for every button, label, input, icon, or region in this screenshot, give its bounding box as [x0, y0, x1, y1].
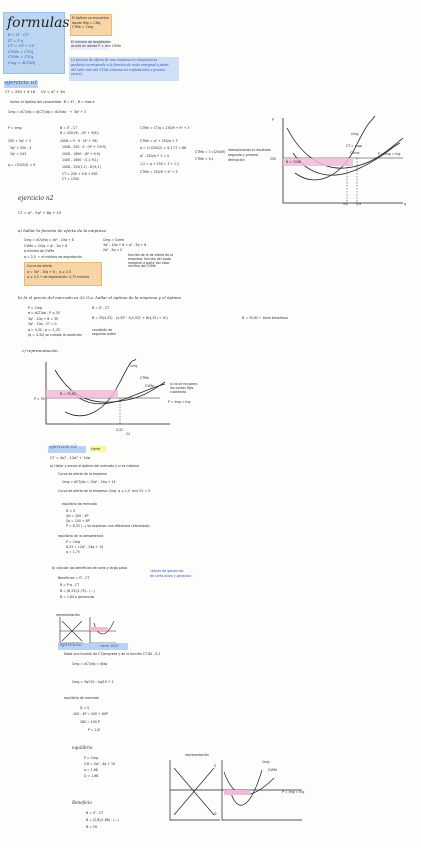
ex2-a-note-line: función de la de oferta de la [128, 253, 174, 257]
ex2-a-side-line: 2q² - 5q = 0 [103, 247, 123, 252]
graph4-benefit-area [224, 790, 250, 795]
ex3-line: Qs = 100 + 8P [66, 519, 90, 523]
ex3-line: Cmg = dCT/dq = 12q² - 24q + 14 [62, 480, 116, 484]
formula-line: CVMe = CV/q [8, 55, 34, 60]
graph2-cmg-curve [65, 359, 136, 416]
graph2-label: 4,32 [116, 428, 124, 432]
ex4-eq-line: Q = 1,68 [84, 774, 99, 778]
ex2-b-title: b) Si el precio del mercado es 35 G.a. hallar el óptimo de la empresa y el óptimo [18, 295, 182, 300]
ex4-eq-line: 2,8 = 3q² - 4q + 10 [84, 762, 116, 766]
ex2-a-note-line: mínimo del CVMe [128, 264, 156, 269]
ex1-line: segunda y primera [228, 153, 259, 157]
ex3-line: equilibrio de la competencia [58, 534, 104, 538]
ex4-ben-title: Beneficio [72, 800, 92, 805]
ex2-b-note-line: segundo orden [92, 332, 116, 336]
ex3-a-title: a) Hallar y precio el óptimo del mercado y si es máximo [50, 464, 140, 468]
ex4-ben-line: B = 29 [86, 825, 97, 829]
ex2-b-result-line: B = IT - CT [92, 306, 110, 310]
graph2-label: CTMe [140, 376, 149, 380]
graph2-label: CVMe [145, 384, 155, 388]
graph1-label: P [272, 118, 274, 122]
graph4-label: D [214, 812, 217, 816]
ex4-label: ejercicio [60, 642, 82, 648]
ex2-b-line: (q = 4,32) se cumple la condición [28, 333, 82, 337]
graph2-benefit-area [46, 390, 118, 398]
graph3-benefit-area [90, 627, 108, 631]
note-line: El óptimo se encuentra [72, 16, 109, 20]
graph2-label: 24 [126, 432, 131, 436]
graph1-label: P = Img = Ing [378, 152, 401, 156]
ex1-line: 1400 - 1600 · (1,1·9,1) [62, 158, 99, 162]
ex2-label: ejercicio n2 [18, 195, 54, 202]
ex4-ben-line: B = IT - CT [86, 811, 104, 815]
note-line: perfecta corresponde a la función de costo marginal a partir [71, 62, 169, 67]
ex4-eq-line: P = Cmg [84, 756, 98, 760]
ex3-line: Curva de oferta de la empresa [58, 472, 107, 476]
ex3-line: Beneficios = IT - CT [58, 576, 90, 580]
ex3-label: ejercicio n3 [50, 445, 77, 450]
ex2-b-line: 3q² - 10q - 27 = 0 [28, 322, 57, 327]
ex4-tag: cierre 2023 [100, 644, 119, 648]
ex2-b-result-line: B = 35,62 ← tiene beneficios [242, 316, 289, 320]
ex1-line: Cmg = dCT/dq = d(CT)/dq = dCV/dq → 3q² + 3 [8, 110, 86, 114]
ex2-b-line: P = Cmg [28, 306, 42, 310]
ex1-line: CTMe = q² + 250/q + 3 [140, 139, 178, 143]
note-line: La función de oferta de una empresa en competencia [71, 58, 158, 62]
graph2-label: Cmg [130, 364, 138, 368]
ex1-line: B = 250·(9) - (9³ + 3(9)) [60, 131, 99, 135]
graph2-label: los costos fijos [170, 386, 194, 390]
graph2-label: P = Img = Ing [168, 400, 191, 404]
ex1-line: q = 2√(250/2) = 9,1 CT = 88 [140, 146, 187, 150]
curva-line: Curva de oferta [27, 264, 52, 268]
ex2-given: CT = q³ - 5q² + 8q + 10 [18, 211, 62, 215]
ex3-tag: cierre [91, 447, 101, 451]
ex3-line: equilibrio de mercado [62, 502, 97, 506]
ex4-line: P = 2,8 [88, 728, 100, 732]
ex3-line: Curva de oferta de la empresa: Cmg q ≥ 1,5 min CV = 5 [58, 489, 151, 493]
graph1-label: 9,6 [343, 202, 349, 206]
page-title: formulas [7, 15, 70, 31]
ex4-eq-line: q = 1,68 [84, 768, 98, 772]
ex1-line: 250 + 3q² + 3 [8, 139, 31, 143]
ex2-b-note-line: condición de [92, 328, 113, 332]
ex1-line: q² - 250/q + 3 = 0 [140, 154, 170, 158]
graph1-label: B = 1008 [286, 160, 301, 164]
ex4-line: -100 - 4P = 200 + 80P [72, 712, 108, 716]
ex1-line: CTMe = CT/q = 250/9 + 9² + 3 [140, 126, 190, 130]
ex4-ben-line: B = (2,8)(1,68) - (...) [86, 818, 119, 822]
ex1-line: 3q² = 250 - 3 [10, 146, 32, 150]
ex4-line: Dada una función de CT/empresa y de la función CT 80 - 0,2 [64, 652, 161, 656]
ex2-a-line: q mínimo de CVMe [24, 249, 55, 254]
note-line: del valor min del CVMe (mínimo de explotación) o precios [71, 67, 165, 72]
ex4-line: equilibrio de mercado [64, 696, 99, 700]
ex1-line: P = cmg [8, 126, 22, 130]
ex3-b-note-line: cálculo de ganancias [150, 569, 184, 573]
ex3-line: q = 1,75 [66, 550, 80, 554]
ex1-line: derivación [228, 158, 245, 162]
graph1-label: 250 [270, 157, 277, 161]
ex1-line: 3q² = 243 [10, 152, 27, 156]
ex1-line: CT = 250 + 9·8 + 930 [62, 172, 98, 176]
ex2-a-note-line: marginal a partir del valor [128, 260, 170, 265]
ex3-line: 8,33 = 12q² - 24q + 14 [66, 545, 104, 549]
ex1-line: CTMe = 1·√(250/9) [195, 150, 226, 154]
ex3-line: B = 1,84 o ganancias [60, 595, 95, 599]
ex2-a-title: a) hallar la función de oferta de la empresa [18, 228, 106, 233]
ex2-a-side-line: Cmg = Cvme [103, 238, 125, 242]
formula-line: IT = P·q [8, 38, 23, 43]
curva-line: q ≥ 2,5 → de exploración: 5,75 mínimo [27, 275, 90, 280]
ex3-line: B = (8,33)(1,75) - (...) [60, 589, 95, 593]
ex1-given: CT = 250 + 4·16 CV = q³ + 3q [5, 90, 65, 94]
graph2-label: cubriendo [170, 390, 186, 394]
ex4-line: Cmg = 3q²/10 - 4q/10 + 1 [72, 680, 114, 684]
ex2-a-line: q = 2,5 ← el mínimo de explotación [24, 254, 82, 259]
ex1-line: reemplazando el resultado [228, 148, 271, 152]
graph4-label: S [214, 764, 217, 768]
graph2-label: P = 35 [34, 397, 45, 401]
curva-line: q = 3q² - 10q + 8 ; q ≥ 2,5 [27, 269, 71, 274]
ex3-line: B = P·q - CT [60, 583, 80, 587]
graph1-label: Cmg [351, 132, 359, 136]
ex1-line: 1:2 = q + 250 = 3 + 1,1 [140, 162, 180, 166]
ex1-line: 1008 - 1600 · (8² + 9·9) [62, 152, 100, 156]
ex2-b-line: q = 4,32 ; q = -1,33 [28, 327, 60, 332]
ex1-line: 1008 - 250(1,1) - 8·(9,1) [62, 165, 101, 169]
graph4-cmg-curve [230, 770, 262, 805]
graph4-label: CVMe [268, 768, 278, 772]
note-line: CTMe = Cmg [72, 25, 93, 29]
graph4-label: P = Img = Ing [282, 790, 305, 794]
ex1-line: 1008 - 250 · 9 · (9³ + 3·9·9) [62, 145, 107, 149]
ex3-b-note-line: de corto plazo y ganancia [150, 573, 192, 578]
ex3-line: D = S [66, 509, 76, 513]
graph1-cmg-curve [295, 116, 375, 180]
ex2-c-title: c) representación [22, 348, 58, 353]
ex1-line: q = √(243/3) = 9 [8, 163, 36, 167]
ex2-b-result-line: B = 35(4,32) - (4,32³ - 5(4,32)² + 8(4,32) + 10) [92, 316, 168, 320]
ex2-b-line: 3q² - 10q + 8 = 35 [28, 316, 59, 321]
graph2-label: B = 35,62 [60, 392, 77, 396]
ex4-rep-title: representación [185, 753, 209, 757]
ex4-line: 280 = 100 P [80, 720, 100, 724]
ex4-eq-title: equilibrio [72, 745, 93, 750]
note-line: El mínimo de explotación [71, 40, 112, 44]
ex3-rep-title: representación [56, 613, 80, 617]
note-line: cierre) [71, 72, 82, 77]
ex2-b-line: π = dCT/dq - P ≤ 35 [28, 311, 60, 316]
ex1-line: 1008 = 9 · 9 · (9³ + 39) [60, 139, 98, 143]
ex3-line: b) calcular los beneficios de corto y largo plazo [52, 566, 128, 570]
ex1-label: ejercicio n1 [5, 80, 38, 86]
graph1-label: CT = mgp [346, 144, 363, 148]
graph1-label: 9,9 [356, 202, 362, 206]
ex3-given: CT = 4q³ - 12q² + 14q [50, 456, 91, 460]
graph-2 [40, 362, 170, 432]
ex3-line: P = Cmg [66, 540, 80, 544]
ex4-line: D = S [80, 706, 90, 710]
formula-line: Cmg = dCT/dq [8, 61, 36, 65]
ex1-line: CTMe = 9,1 [195, 157, 214, 161]
ex1-line: B = IT - CT [60, 126, 78, 130]
graph1-label: CVme [350, 151, 360, 155]
note-line: donde IMg = CMg [72, 20, 101, 25]
ex2-a-note-line: empresa: función del costo [128, 256, 172, 261]
graph4-label: Cmg [262, 760, 270, 764]
ex1-line: CT = 1350 [62, 177, 79, 181]
ex2-a-line: CVMe = CV/q = q² - 5q + 8 [24, 243, 68, 248]
formula-line: CT = CF + CV [8, 44, 35, 49]
graph2-label: si no se recupera [170, 382, 198, 386]
graph-3 [58, 617, 118, 645]
graph1-label: q [404, 202, 407, 206]
formula-line: CTMe = CT/q [8, 49, 33, 54]
ex3-line: P = 8,33 (...) se expresan una diferencia (eliminado) [66, 524, 150, 528]
ex2-a-line: Cmg = dCV/dq = 3q² - 10q + 8 [24, 238, 74, 242]
ex1-line: CTMe = 250/9 + 9² + 3 [140, 170, 178, 174]
ex3-line: Qd = 200 - 4P [66, 514, 89, 518]
ex2-a-side-line: 3q² - 10q + 8 = q² - 5q + 8 [103, 242, 147, 247]
ex4-line: Cmg = dCT/dq = d/dq [72, 662, 108, 666]
note-line: ocurre en donde P = min CVMe [71, 44, 121, 49]
ex1-line: hallar: el óptimo del consumidor B = 4T - B = max π [10, 100, 95, 104]
formula-line: B = IT - CT [8, 33, 29, 37]
